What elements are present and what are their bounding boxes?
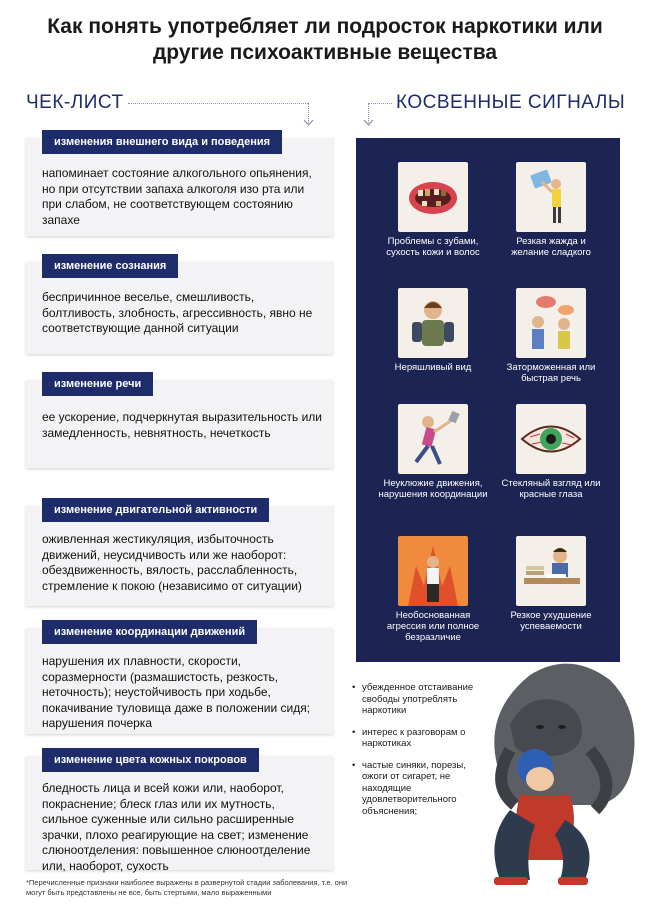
red-eye-icon: [516, 404, 586, 474]
card-heading: изменение цвета кожных покровов: [42, 748, 259, 772]
card-text: бледность лица и всей кожи или, наоборот, покраснение; блеск глаз или их мутность, сильное суженные или сильно расширенные зрачки, плохо реагирующие на свет; изменение слюноотделения: повышенное слюноотделение или, наоборот, сухость: [42, 781, 311, 873]
signals-panel: [356, 138, 620, 662]
signal-item: [378, 162, 488, 258]
signal-item: [378, 404, 488, 500]
signal-label: Проблемы с зубами, сухость кожи и волос: [386, 236, 480, 258]
card-text: напоминает состояние алкогольного опьянения, но при отсутствии запаха алкоголя изо рта или при слабом, не соответствующем состоянию запахе: [42, 166, 312, 227]
signal-label: Резкое ухудшение успеваемости: [510, 610, 592, 632]
signal-item: [378, 536, 488, 643]
card-text: оживленная жестикуляция, избыточность движений, неусидчивость или же наоборот: обездвиженность, вялость, расслабленность, стремление к покою (независимо от ситуации): [42, 532, 302, 593]
signals-arrow-icon: [363, 119, 374, 127]
checklist-arrow-icon: [303, 119, 314, 127]
teeth-icon: [398, 162, 468, 232]
card-heading: изменения внешнего вида и поведения: [42, 130, 282, 154]
list-item: • интерес к разговорам о наркотиках: [352, 727, 487, 750]
card-text: нарушения их плавности, скорости, соразмерности (размашистость, резкость, неточность); неустойчивость при ходьбе, покачивание туловища даже в положении сидя; нарушения почерка: [42, 654, 311, 730]
signal-item: [496, 404, 606, 500]
signal-label: Заторможенная или быстрая речь: [506, 362, 596, 384]
card-heading: изменение речи: [42, 372, 153, 396]
signals-label: КОСВЕННЫЕ СИГНАЛЫ: [396, 92, 626, 113]
clumsy-icon: [398, 404, 468, 474]
card-text: ее ускорение, подчеркнутая выразительность или замедленность, невнятность, нечеткость: [42, 410, 322, 440]
aggression-icon: [398, 536, 468, 606]
card-heading: изменение координации движений: [42, 620, 257, 644]
card-heading: изменение двигательной активности: [42, 498, 269, 522]
checklist-card: [26, 380, 333, 468]
checklist-card: [26, 754, 333, 873]
signal-item: [378, 288, 488, 373]
list-item: • убежденное отстаивание свободы употреблять наркотики: [352, 682, 487, 717]
untidy-teen-icon: [398, 288, 468, 358]
grades-icon: [516, 536, 586, 606]
signal-item: [496, 536, 606, 632]
signal-label: Стекляный взгляд или красные глаза: [501, 478, 601, 500]
signal-label: Резкая жажда и желание сладкого: [511, 236, 591, 258]
checklist-card: [26, 138, 333, 236]
checklist-card: [26, 506, 333, 606]
footnote: *Перечисленные признаки наиболее выражены в развернутой стадии заболевания, т.е. они могут быть представлены не все, быть стертыми, мало выраженными: [26, 878, 348, 897]
checklist-dotted-line: [128, 103, 308, 104]
signal-item: [496, 162, 606, 258]
card-heading: изменение сознания: [42, 254, 178, 278]
signal-label: Необоснованная агрессия или полное безразличие: [386, 610, 480, 643]
signal-label: Неряшливый вид: [394, 362, 472, 373]
card-text: беспричинное веселье, смешливость, болтливость, злобность, агрессивность, явно не соответствующие данной ситуации: [42, 290, 313, 335]
speech-icon: [516, 288, 586, 358]
additional-signs-list: [352, 682, 487, 827]
checklist-card: [26, 262, 333, 354]
signal-item: [496, 288, 606, 384]
checklist-card: [26, 628, 333, 734]
list-item: • частые синяки, порезы, ожоги от сигарет, не находящие удовлетворительного объяснения;: [352, 760, 487, 818]
page-title: Как понять употребляет ли подросток наркотики или другие психоактивные вещества: [47, 15, 603, 64]
thirst-icon: [516, 162, 586, 232]
signals-dotted-line: [368, 103, 392, 104]
signal-label: Неуклюжие движения, нарушения координации: [378, 478, 488, 500]
checklist-label: ЧЕК-ЛИСТ: [26, 92, 124, 113]
teen-shadow-illustration: [470, 655, 645, 890]
